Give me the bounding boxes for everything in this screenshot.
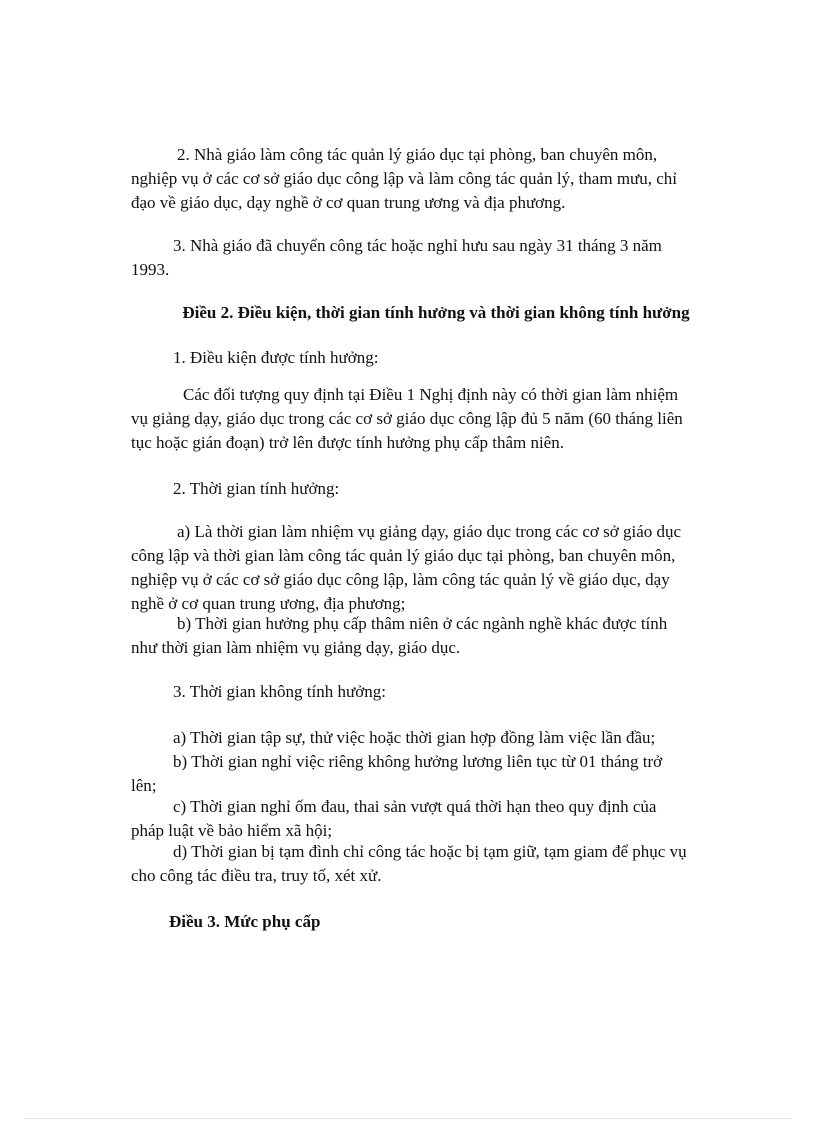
time-item-a bbox=[131, 520, 741, 616]
text-line: đạo về giáo dục, dạy nghề ở cơ quan trung ương và địa phương. bbox=[131, 193, 566, 212]
article-3-heading: Điều 3. Mức phụ cấp bbox=[169, 912, 321, 931]
exclusion-item-c bbox=[131, 795, 741, 843]
paragraph-item-3 bbox=[131, 234, 741, 282]
exclusion-item-d bbox=[131, 840, 741, 888]
time-item-b bbox=[131, 612, 741, 660]
text-line: Các đối tượng quy định tại Điều 1 Nghị định này có thời gian làm nhiệm bbox=[183, 385, 679, 404]
text-line: nghề ở cơ quan trung ương, địa phương; bbox=[131, 594, 406, 613]
paragraph-item-2 bbox=[131, 143, 741, 215]
article-2-heading: Điều 2. Điều kiện, thời gian tính hưởng và thời gian không tính hưởng bbox=[182, 303, 690, 322]
condition-paragraph bbox=[131, 383, 741, 455]
text-line: cho công tác điều tra, truy tố, xét xử. bbox=[131, 866, 382, 885]
text-line: a) Là thời gian làm nhiệm vụ giảng dạy, giáo dục trong các cơ sở giáo dục bbox=[177, 522, 682, 541]
text-line: pháp luật về bảo hiểm xã hội; bbox=[131, 821, 333, 840]
page-bottom-rule bbox=[24, 1118, 792, 1119]
exclusion-item-a bbox=[131, 726, 741, 750]
text-line: 3. Nhà giáo đã chuyển công tác hoặc nghỉ hưu sau ngày 31 tháng 3 năm bbox=[173, 236, 662, 255]
text-line: tục hoặc gián đoạn) trở lên được tính hưởng phụ cấp thâm niên. bbox=[131, 433, 564, 452]
text-line: a) Thời gian tập sự, thử việc hoặc thời gian hợp đồng làm việc lần đầu; bbox=[173, 728, 656, 747]
exclusion-heading: 3. Thời gian không tính hưởng: bbox=[173, 682, 386, 701]
text-line: b) Thời gian nghỉ việc riêng không hưởng lương liên tục từ 01 tháng trở bbox=[173, 752, 663, 771]
text-line: d) Thời gian bị tạm đình chỉ công tác hoặc bị tạm giữ, tạm giam để phục vụ bbox=[173, 842, 687, 861]
text-line: 1993. bbox=[131, 260, 170, 279]
text-line: nghiệp vụ ở các cơ sở giáo dục công lập, làm công tác quản lý về giáo dục, dạy bbox=[131, 570, 670, 589]
text-line: 2. Nhà giáo làm công tác quản lý giáo dục tại phòng, ban chuyên môn, bbox=[177, 145, 658, 164]
text-line: công lập và thời gian làm công tác quản lý giáo dục tại phòng, ban chuyên môn, bbox=[131, 546, 676, 565]
time-heading: 2. Thời gian tính hưởng: bbox=[173, 479, 340, 498]
text-line: c) Thời gian nghỉ ốm đau, thai sản vượt quá thời hạn theo quy định của bbox=[173, 797, 657, 816]
text-line: nghiệp vụ ở các cơ sở giáo dục công lập và làm công tác quản lý, tham mưu, chỉ bbox=[131, 169, 678, 188]
condition-heading: 1. Điều kiện được tính hưởng: bbox=[173, 348, 379, 367]
text-line: như thời gian làm nhiệm vụ giảng dạy, giáo dục. bbox=[131, 638, 461, 657]
text-line: b) Thời gian hưởng phụ cấp thâm niên ở các ngành nghề khác được tính bbox=[177, 614, 668, 633]
text-line: lên; bbox=[131, 776, 157, 795]
text-line: vụ giảng dạy, giáo dục trong các cơ sở giáo dục công lập đủ 5 năm (60 tháng liên bbox=[131, 409, 683, 428]
exclusion-item-b bbox=[131, 750, 741, 798]
